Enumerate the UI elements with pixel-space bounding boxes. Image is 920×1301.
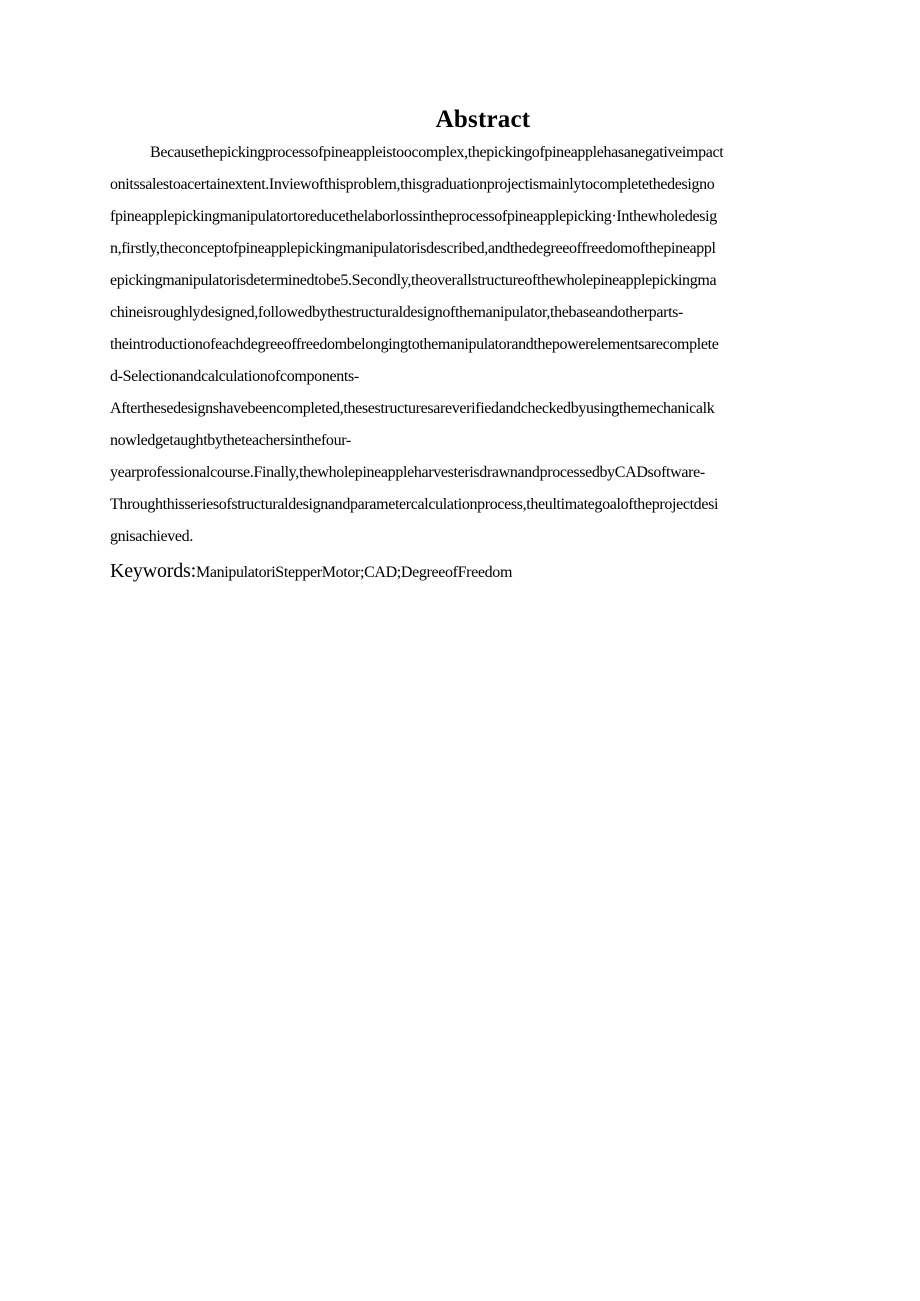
keywords-line (110, 558, 512, 586)
abstract-line: Afterthesedesignshavebeencompleted,thesestructuresareverifiedandcheckedbyusingthemechanicalk (110, 400, 715, 417)
abstract-line: yearprofessionalcourse.Finally,thewholepineappleharvesterisdrawnandprocessedbyCADsoftware- (110, 464, 705, 481)
abstract-line: epickingmanipulatorisdeterminedtobe5.Secondly,theoverallstructureofthewholepineapplepickingma (110, 272, 717, 289)
abstract-line: Throughthisseriesofstructuraldesignandparametercalculationprocess,theultimategoaloftheprojectdesi (110, 496, 719, 513)
abstract-line: gnisachieved. (110, 528, 193, 545)
abstract-title: Abstract (435, 106, 531, 133)
keywords-label: Keywords: (110, 560, 196, 582)
abstract-line: fpineapplepickingmanipulatortoreducethelaborlossintheprocessofpineapplepicking·Inthewholedesig (110, 208, 717, 225)
abstract-line: chineisroughlydesigned,followedbythestructuraldesignofthemanipulator,thebaseandotherparts- (110, 304, 684, 321)
abstract-line: Becausethepickingprocessofpineappleistoocomplex,thepickingofpineapplehasanegativeimpact (150, 144, 724, 161)
abstract-line: nowledgetaughtbytheteachersinthefour- (110, 432, 351, 449)
keywords-value: ManipulatoriStepperMotor;CAD;DegreeofFreedom (195, 564, 513, 581)
abstract-line: theintroductionofeachdegreeoffreedombelongingtothemanipulatorandthepowerelementsarecomplete (110, 336, 719, 353)
abstract-line: onitssalestoacertainextent.Inviewofthisproblem,thisgraduationprojectismainlytocompletethedesigno (110, 176, 715, 193)
abstract-line: d-Selectionandcalculationofcomponents- (110, 368, 359, 385)
abstract-line: n,firstly,theconceptofpineapplepickingmanipulatorisdescribed,andthedegreeoffreedomofthepineappl (110, 240, 716, 257)
